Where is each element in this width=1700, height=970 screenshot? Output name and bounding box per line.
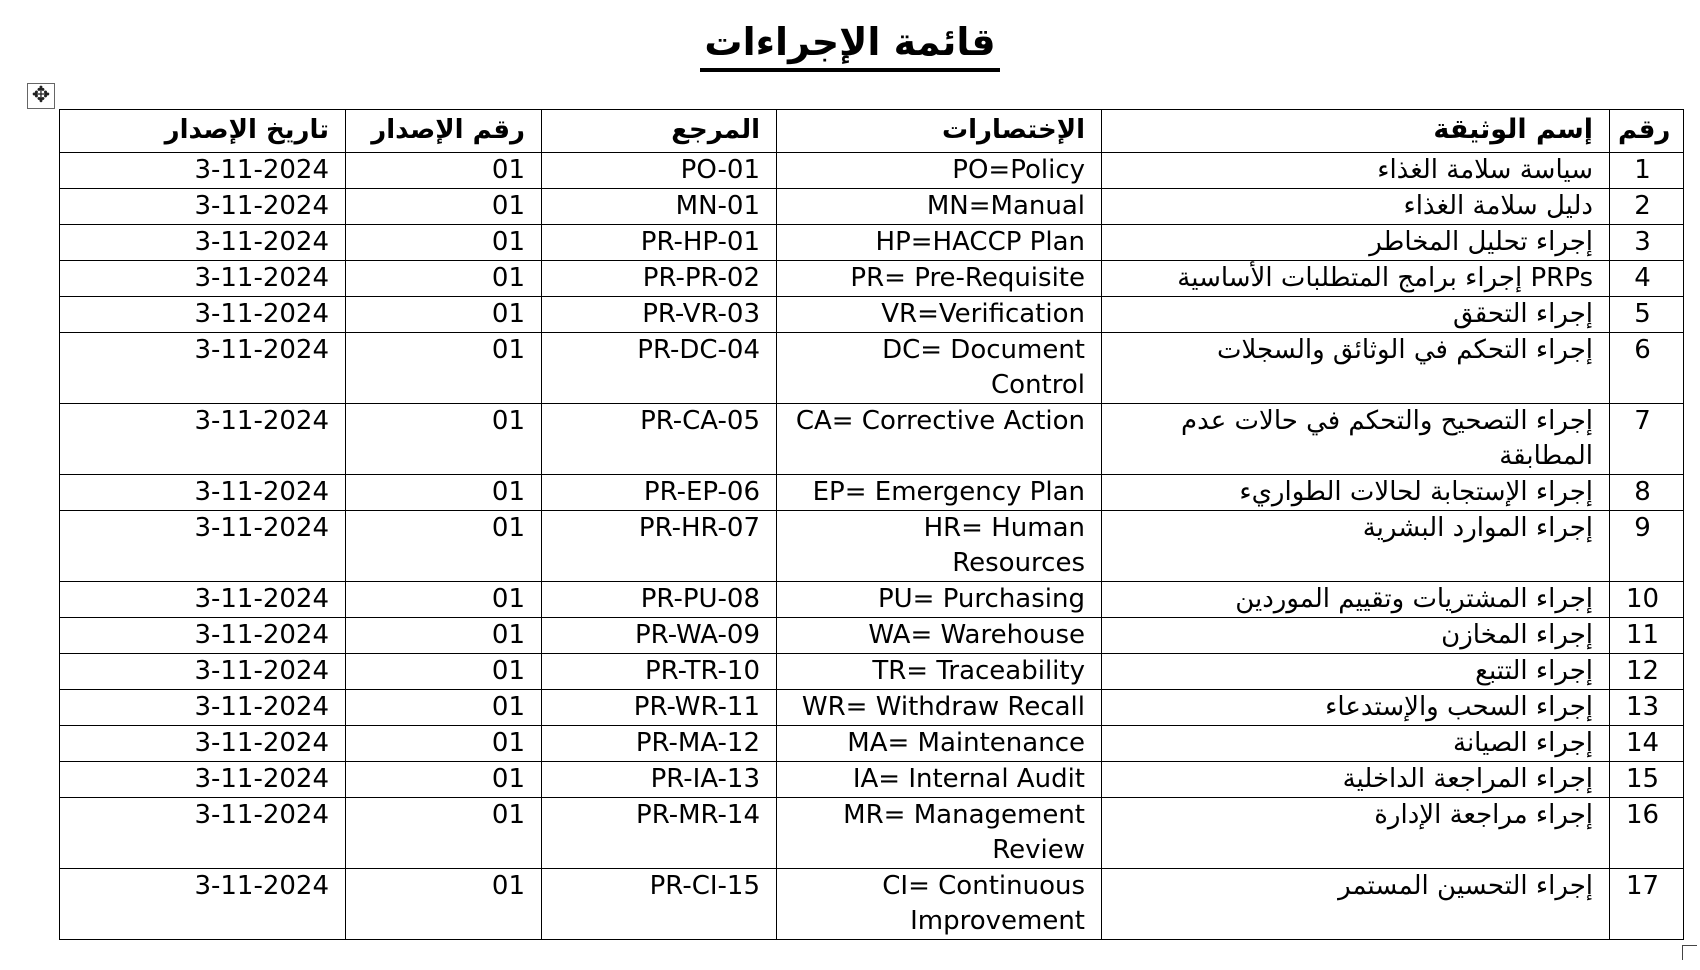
- table-row: [60, 225, 1684, 261]
- cell-date: 3-11-2024: [60, 798, 346, 869]
- cell-name: إجراء تحليل المخاطر: [1102, 225, 1610, 261]
- cell-date: 3-11-2024: [60, 261, 346, 297]
- table-row: [60, 333, 1684, 404]
- cell-num: 14: [1610, 726, 1684, 762]
- cell-abbr: WR= Withdraw Recall: [777, 690, 1102, 726]
- cell-ref: PR-PR-02: [542, 261, 777, 297]
- cell-abbr: CA= Corrective Action: [777, 404, 1102, 475]
- cell-name: إجراء الصيانة: [1102, 726, 1610, 762]
- cell-date: 3-11-2024: [60, 404, 346, 475]
- table-row: [60, 511, 1684, 582]
- cell-date: 3-11-2024: [60, 582, 346, 618]
- cell-abbr: DC= Document Control: [777, 333, 1102, 404]
- header-num: رقم: [1610, 110, 1684, 153]
- cell-abbr: PO=Policy: [777, 153, 1102, 189]
- page-corner-mark: [1682, 945, 1697, 960]
- cell-abbr: IA= Internal Audit: [777, 762, 1102, 798]
- cell-ref: PR-DC-04: [542, 333, 777, 404]
- cell-name: إجراء التحكم في الوثائق والسجلات: [1102, 333, 1610, 404]
- cell-name: إجراء المخازن: [1102, 618, 1610, 654]
- cell-issue: 01: [346, 225, 542, 261]
- cell-date: 3-11-2024: [60, 762, 346, 798]
- cell-abbr: TR= Traceability: [777, 654, 1102, 690]
- cell-date: 3-11-2024: [60, 726, 346, 762]
- table-row: [60, 869, 1684, 940]
- cell-issue: 01: [346, 261, 542, 297]
- cell-name: إجراء التصحيح والتحكم في حالات عدم المطابقة: [1102, 404, 1610, 475]
- cell-issue: 01: [346, 189, 542, 225]
- table-row: [60, 618, 1684, 654]
- table-row: [60, 261, 1684, 297]
- cell-date: 3-11-2024: [60, 618, 346, 654]
- cell-ref: PR-MA-12: [542, 726, 777, 762]
- cell-abbr: MN=Manual: [777, 189, 1102, 225]
- table-row: [60, 798, 1684, 869]
- cell-ref: PR-HP-01: [542, 225, 777, 261]
- cell-date: 3-11-2024: [60, 333, 346, 404]
- cell-ref: PO-01: [542, 153, 777, 189]
- page-title: [0, 14, 1700, 72]
- cell-issue: 01: [346, 869, 542, 940]
- cell-issue: 01: [346, 798, 542, 869]
- cell-ref: PR-MR-14: [542, 798, 777, 869]
- cell-num: 13: [1610, 690, 1684, 726]
- cell-issue: 01: [346, 511, 542, 582]
- cell-ref: PR-IA-13: [542, 762, 777, 798]
- cell-ref: PR-PU-08: [542, 582, 777, 618]
- cell-issue: 01: [346, 726, 542, 762]
- cell-date: 3-11-2024: [60, 153, 346, 189]
- cell-ref: PR-HR-07: [542, 511, 777, 582]
- cell-num: 7: [1610, 404, 1684, 475]
- cell-issue: 01: [346, 582, 542, 618]
- page-title-text: قائمة الإجراءات: [700, 16, 999, 72]
- cell-ref: PR-WR-11: [542, 690, 777, 726]
- cell-abbr: VR=Verification: [777, 297, 1102, 333]
- cell-abbr: MR= Management Review: [777, 798, 1102, 869]
- cell-issue: 01: [346, 333, 542, 404]
- cell-issue: 01: [346, 297, 542, 333]
- cell-num: 11: [1610, 618, 1684, 654]
- cell-name: إجراء الإستجابة لحالات الطواريء: [1102, 475, 1610, 511]
- cell-issue: 01: [346, 690, 542, 726]
- cell-date: 3-11-2024: [60, 869, 346, 940]
- table-move-handle-icon[interactable]: ✥: [27, 83, 55, 109]
- cell-name: إجراء برامج المتطلبات الأساسية PRPs: [1102, 261, 1610, 297]
- cell-abbr: CI= Continuous Improvement: [777, 869, 1102, 940]
- cell-name: إجراء المشتريات وتقييم الموردين: [1102, 582, 1610, 618]
- header-name: إسم الوثيقة: [1102, 110, 1610, 153]
- cell-name: إجراء المراجعة الداخلية: [1102, 762, 1610, 798]
- header-abbr: الإختصارات: [777, 110, 1102, 153]
- header-date: تاريخ الإصدار: [60, 110, 346, 153]
- cell-ref: PR-CA-05: [542, 404, 777, 475]
- table-row: [60, 404, 1684, 475]
- cell-ref: PR-EP-06: [542, 475, 777, 511]
- cell-date: 3-11-2024: [60, 654, 346, 690]
- cell-name: إجراء مراجعة الإدارة: [1102, 798, 1610, 869]
- cell-issue: 01: [346, 153, 542, 189]
- cell-num: 6: [1610, 333, 1684, 404]
- cell-date: 3-11-2024: [60, 475, 346, 511]
- cell-ref: PR-CI-15: [542, 869, 777, 940]
- cell-date: 3-11-2024: [60, 690, 346, 726]
- cell-num: 9: [1610, 511, 1684, 582]
- cell-num: 16: [1610, 798, 1684, 869]
- cell-issue: 01: [346, 475, 542, 511]
- cell-num: 1: [1610, 153, 1684, 189]
- table-row: [60, 475, 1684, 511]
- cell-num: 4: [1610, 261, 1684, 297]
- cell-name: إجراء التتبع: [1102, 654, 1610, 690]
- cell-name: إجراء الموارد البشرية: [1102, 511, 1610, 582]
- cell-date: 3-11-2024: [60, 511, 346, 582]
- cell-issue: 01: [346, 654, 542, 690]
- table-row: [60, 297, 1684, 333]
- cell-issue: 01: [346, 404, 542, 475]
- cell-abbr: EP= Emergency Plan: [777, 475, 1102, 511]
- header-ref: المرجع: [542, 110, 777, 153]
- cell-num: 10: [1610, 582, 1684, 618]
- table-row: [60, 654, 1684, 690]
- cell-ref: MN-01: [542, 189, 777, 225]
- table-header-row: [60, 110, 1684, 153]
- cell-issue: 01: [346, 762, 542, 798]
- table-row: [60, 762, 1684, 798]
- cell-abbr: HR= Human Resources: [777, 511, 1102, 582]
- cell-abbr: HP=HACCP Plan: [777, 225, 1102, 261]
- cell-name: دليل سلامة الغذاء: [1102, 189, 1610, 225]
- cell-date: 3-11-2024: [60, 225, 346, 261]
- cell-issue: 01: [346, 618, 542, 654]
- cell-ref: PR-WA-09: [542, 618, 777, 654]
- cell-name: إجراء التحقق: [1102, 297, 1610, 333]
- cell-num: 3: [1610, 225, 1684, 261]
- cell-name: إجراء السحب والإستدعاء: [1102, 690, 1610, 726]
- cell-abbr: MA= Maintenance: [777, 726, 1102, 762]
- cell-ref: PR-TR-10: [542, 654, 777, 690]
- table-row: [60, 582, 1684, 618]
- procedures-table: [59, 109, 1684, 940]
- table-row: [60, 189, 1684, 225]
- cell-abbr: PR= Pre-Requisite: [777, 261, 1102, 297]
- cell-date: 3-11-2024: [60, 297, 346, 333]
- cell-num: 17: [1610, 869, 1684, 940]
- cell-name: سياسة سلامة الغذاء: [1102, 153, 1610, 189]
- cell-ref: PR-VR-03: [542, 297, 777, 333]
- table-row: [60, 726, 1684, 762]
- header-issue: رقم الإصدار: [346, 110, 542, 153]
- table-row: [60, 690, 1684, 726]
- cell-num: 5: [1610, 297, 1684, 333]
- cell-num: 12: [1610, 654, 1684, 690]
- cell-num: 15: [1610, 762, 1684, 798]
- cell-date: 3-11-2024: [60, 189, 346, 225]
- table-row: [60, 153, 1684, 189]
- cell-abbr: PU= Purchasing: [777, 582, 1102, 618]
- cell-name: إجراء التحسين المستمر: [1102, 869, 1610, 940]
- cell-num: 8: [1610, 475, 1684, 511]
- cell-abbr: WA= Warehouse: [777, 618, 1102, 654]
- cell-num: 2: [1610, 189, 1684, 225]
